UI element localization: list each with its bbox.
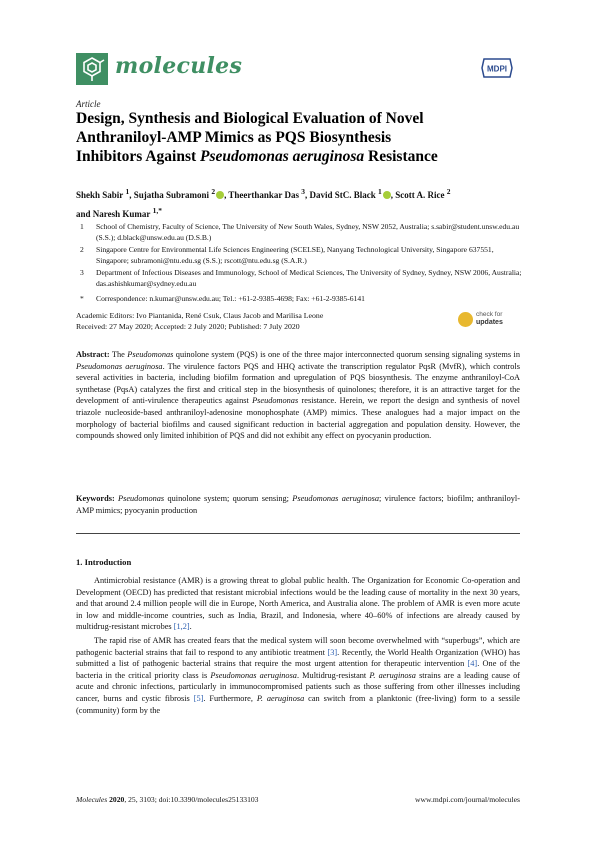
article-type: Article [76, 99, 101, 109]
check-for-updates-button[interactable]: check for updates [458, 310, 528, 332]
affiliation: 3 Department of Infectious Diseases and Immunology, School of Medical Sciences, The University of Sydney, Sydney, NSW 2006, Australia; das.ashishkumar@sydney.edu.au [80, 268, 522, 288]
author-name[interactable]: Shekh Sabir [76, 190, 124, 200]
mdpi-logo [480, 57, 514, 79]
introduction-body [76, 575, 520, 718]
paragraph: Antimicrobial resistance (AMR) is a growing threat to global public health. The Organization for Economic Co-operation and Development (OECD) has predicted that resistant microbial infections would be the leading cause of mortality in the next 30 years, and that around 2.4 million people will die in Europe, North America, and Australia alone. The problem of AMR is even more acute in low and middle-income countries, such as India, Brazil, and Indonesia, where 40–60% of infections are already caused by multidrug-resistant microbes [1,2]. [76, 576, 520, 632]
academic-editors: Academic Editors: Ivo Piantanida, René Csuk, Claus Jacob and Marilisa Leone [76, 311, 324, 320]
section-divider [76, 533, 520, 534]
author-name[interactable]: Scott A. Rice [395, 190, 445, 200]
section-heading: 1. Introduction [76, 557, 132, 567]
footer-url[interactable]: www.mdpi.com/journal/molecules [415, 795, 520, 804]
check-updates-icon [458, 312, 473, 327]
author-name[interactable]: Theerthankar Das [228, 190, 299, 200]
keywords: Keywords: Pseudomonas quinolone system; quorum sensing; Pseudomonas aeruginosa; virulence factors; biofilm; anthraniloyl-AMP mimics; pyocyanin production [76, 494, 520, 515]
citation-link[interactable]: [5] [193, 693, 204, 703]
orcid-icon[interactable] [216, 191, 224, 199]
author-name[interactable]: David StC. Black [309, 190, 376, 200]
abstract: Abstract: The Pseudomonas quinolone system (PQS) is one of the three major interconnected quorum sensing signaling systems in Pseudomonas aeruginosa. The virulence factors PQS and HHQ activate the transcription regulator PqsR (MvfR), which controls several activities in bacteria, including biofilm formation and upregulation of PQS biosynthesis. The enzyme anthraniloyl-CoA synthetase (PqsA) catalyzes the first and critical step in the biosynthesis of quinolones; therefore, it is an attractive target for the development of anti-virulence therapeutics against Pseudomonas resistance. Herein, we report the design and synthesis of novel triazole nucleoside-based anthraniloyl-adenosine monophosphate (AMP) mimics. These analogues had a major impact on the morphology of bacterial biofilms and caused significant reduction in bacterial aggregation and population density. However, the compounds showed only limited inhibition of PQS and did not exhibit any effect on pyocyanin production. [76, 350, 520, 441]
correspondence: * Correspondence: n.kumar@unsw.edu.au; Tel.: +61-2-9385-4698; Fax: +61-2-9385-6141 [80, 294, 365, 303]
author-list: Shekh Sabir $^1$, Sujatha Subramoni $^2$ , Theerthankar Das $^3$, David StC. Black $^1$ , Scott A. Rice $^2$ and Naresh Kumar $^{1,*}$ [76, 187, 451, 219]
author-name[interactable]: Naresh Kumar [92, 209, 151, 219]
journal-name: molecules [115, 53, 243, 79]
affiliation: 2 Singapore Centre for Environmental Life Sciences Engineering (SCELSE), Nanyang Technological University, Singapore 637551, Singapore; subramoni@ntu.edu.sg (S.S.); rscott@ntu.edu.sg (S.A.R.) [80, 245, 494, 265]
affiliation: 1 School of Chemistry, Faculty of Science, The University of New South Wales, Sydney, NSW 2052, Australia; s.sabir@student.unsw.edu.au (S.S.); d.black@unsw.edu.au (D.S.B.) [80, 222, 520, 242]
citation-link[interactable]: [4] [467, 659, 478, 669]
citation-link[interactable]: [1,2] [173, 622, 190, 632]
citation-link[interactable]: [3] [327, 647, 338, 657]
journal-logo-icon [76, 53, 108, 85]
author-name[interactable]: Sujatha Subramoni [133, 190, 210, 200]
paper-title [76, 109, 526, 166]
title-line: Design, Synthesis and Biological Evaluation of Novel [76, 110, 424, 127]
title-line: Anthraniloyl-AMP Mimics as PQS Biosynthesis [76, 129, 392, 146]
paragraph: The rapid rise of AMR has created fears that the medical system will soon become overwhelmed with “superbugs”, which are pathogenic bacterial strains that fail to respond to any antibiotic treatment [3]. Recently, the World Health Organization (WHO) has submitted a list of pathogenic bacterial strains that require the most urgent attention for therapeutic intervention [4]. One of the bacteria in the critical priority class is Pseudomonas aeruginosa. Multidrug-resistant P. aeruginosa strains are a leading cause of acute and chronic infections, particularly in immunocompromised patients such as those suffering from other illnesses including cancer, burns and cystic fibrosis [5]. Furthermore, P. aeruginosa can switch from a planktonic (free-living) form to a sessile (community) form by the [76, 635, 520, 715]
article-meta [76, 311, 323, 332]
publication-dates: Received: 27 May 2020; Accepted: 2 July 2020; Published: 7 July 2020 [76, 321, 300, 331]
title-line: Inhibitors Against Pseudomonas aeruginosa Resistance [76, 148, 438, 165]
footer-citation: Molecules 2020, 25, 3103; doi:10.3390/molecules25133103 [76, 795, 259, 804]
orcid-icon[interactable] [383, 191, 391, 199]
mdpi-logo-text: MDPI [487, 64, 507, 74]
